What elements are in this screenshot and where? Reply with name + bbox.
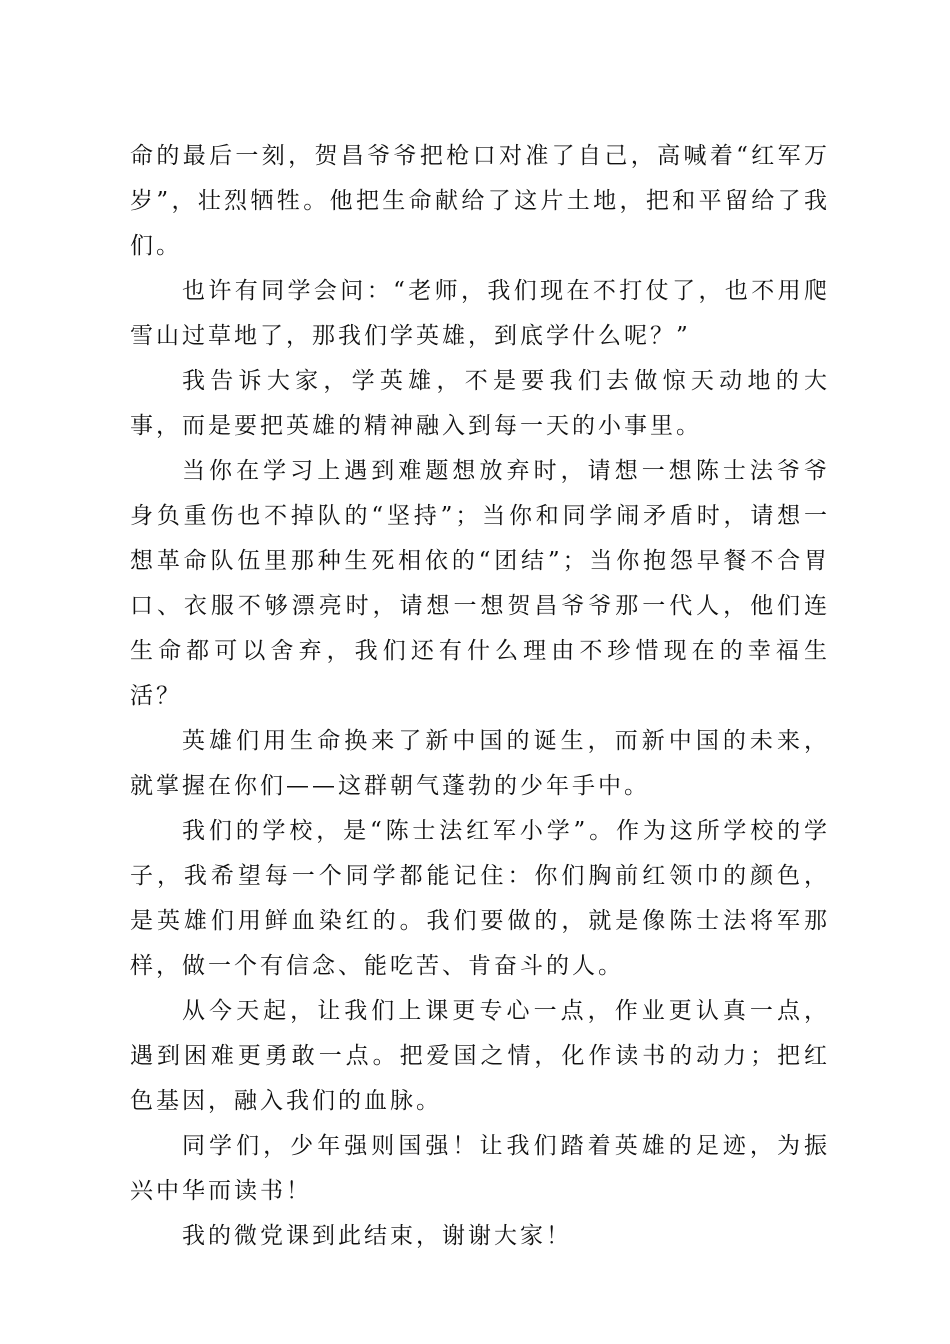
paragraph: 英雄们用生命换来了新中国的诞生，而新中国的未来，就掌握在你们——这群朝气蓬勃的少年手中。 [130, 728, 830, 799]
paragraph: 当你在学习上遇到难题想放弃时，请想一想陈士法爷爷身负重伤也不掉队的“坚持”；当你和同学闹矛盾时，请想一想革命队伍里那种生死相依的“团结”；当你抱怨早餐不合胃口、衣服不够漂亮时，请想一想贺昌爷爷那一代人，他们连生命都可以舍弃，我们还有什么理由不珍惜现在的幸福生活？ [130, 458, 830, 709]
paragraph: 也许有同学会问：“老师，我们现在不打仗了，也不用爬雪山过草地了，那我们学英雄，到底学什么呢？” [130, 278, 830, 349]
closing-paragraph: 我的微党课到此结束，谢谢大家！ [182, 1223, 572, 1249]
paragraph: 我们的学校，是“陈士法红军小学”。作为这所学校的学子，我希望每一个同学都能记住：你们胸前红领巾的颜色，是英雄们用鲜血染红的。我们要做的，就是像陈士法将军那样，做一个有信念、能吃苦、肯奋斗的人。 [130, 818, 830, 979]
paragraph: 从今天起，让我们上课更专心一点，作业更认真一点，遇到困难更勇敢一点。把爱国之情，化作读书的动力；把红色基因，融入我们的血脉。 [130, 998, 830, 1114]
paragraph-continuation: 命的最后一刻，贺昌爷爷把枪口对准了自己，高喊着“红军万岁”，壮烈牺牲。他把生命献给了这片土地，把和平留给了我们。 [130, 143, 830, 259]
document-body [130, 134, 830, 1259]
paragraph: 我告诉大家，学英雄，不是要我们去做惊天动地的大事，而是要把英雄的精神融入到每一天的小事里。 [130, 368, 830, 439]
paragraph: 同学们，少年强则国强！让我们踏着英雄的足迹，为振兴中华而读书！ [130, 1133, 830, 1204]
